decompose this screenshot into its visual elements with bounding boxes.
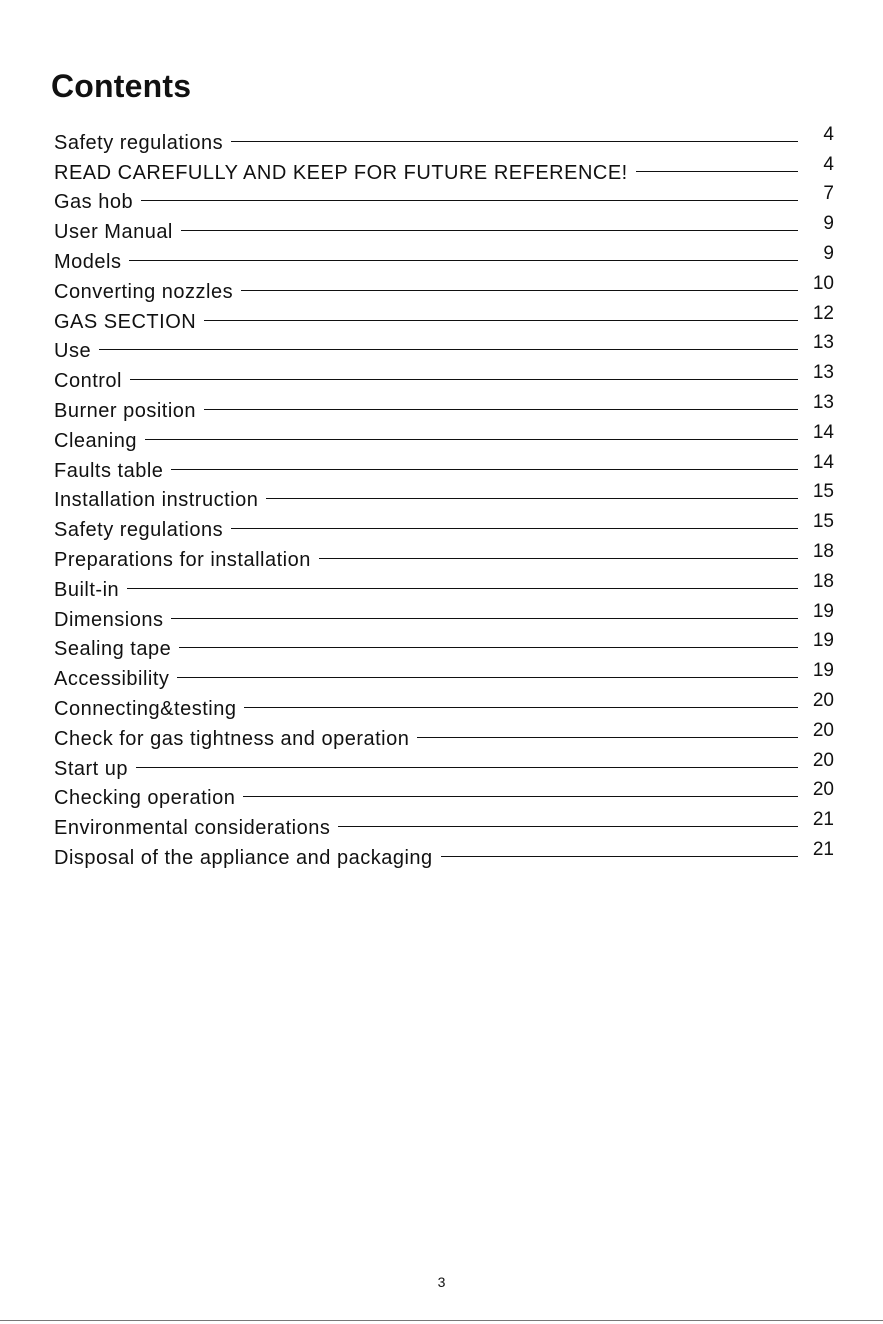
page-title: Contents: [51, 68, 192, 104]
toc-leader-line: [241, 290, 798, 291]
toc-entry: [54, 303, 834, 333]
toc-entry: [54, 154, 834, 184]
toc-entry-label: Connecting&testing: [54, 697, 237, 720]
toc-entry-label: Converting nozzles: [54, 280, 234, 303]
toc-entry-page: 19: [812, 660, 834, 682]
toc-leader-line: [441, 856, 798, 857]
toc-leader-line: [171, 469, 798, 470]
toc-entry-label: Cleaning: [54, 429, 137, 452]
toc-entry: [54, 720, 834, 750]
toc-leader-line: [127, 588, 798, 589]
toc-entry-page: 15: [812, 511, 834, 533]
toc-entry-page: 13: [812, 332, 834, 354]
toc-leader-line: [171, 618, 798, 619]
toc-entry: [54, 333, 834, 363]
toc-entry: [54, 422, 834, 452]
toc-entry-label: Control: [54, 370, 122, 393]
toc-entry-page: 13: [812, 362, 834, 384]
toc-entry-page: 19: [812, 630, 834, 652]
toc-entry-label: Dimensions: [54, 608, 164, 631]
toc-leader-line: [231, 141, 798, 142]
toc-entry: [54, 184, 834, 214]
toc-entry-label: Check for gas tightness and operation: [54, 727, 410, 750]
toc-leader-line: [417, 737, 798, 738]
toc-entry: [54, 631, 834, 661]
toc-entry-label: Built-in: [54, 578, 120, 601]
toc-leader-line: [141, 200, 798, 201]
toc-entry: [54, 482, 834, 512]
toc-leader-line: [244, 707, 798, 708]
toc-leader-line: [145, 439, 798, 440]
toc-entry-label: Accessibility: [54, 668, 170, 691]
toc-entry: [54, 452, 834, 482]
toc-leader-line: [179, 647, 798, 648]
toc-entry-page: 10: [812, 272, 834, 294]
toc-entry-page: 9: [823, 213, 834, 235]
toc-entry: [54, 690, 834, 720]
toc-entry-label: Start up: [54, 757, 129, 780]
toc-entry-page: 13: [812, 391, 834, 413]
toc-entry-page: 7: [823, 183, 834, 205]
toc-entry: [54, 750, 834, 780]
toc-leader-line: [181, 230, 798, 231]
toc-entry-label: GAS SECTION: [54, 310, 197, 333]
toc-entry: [54, 392, 834, 422]
toc-entry: [54, 571, 834, 601]
toc-entry-label: Preparations for installation: [54, 548, 311, 571]
toc-entry: [54, 660, 834, 690]
toc-entry: [54, 541, 834, 571]
toc-entry-label: Sealing tape: [54, 638, 172, 661]
toc-leader-line: [231, 528, 798, 529]
page-number: 3: [437, 1274, 446, 1290]
toc-entry-label: Gas hob: [54, 191, 134, 214]
toc-leader-line: [99, 349, 798, 350]
toc-leader-line: [636, 171, 798, 172]
table-of-contents: [54, 124, 834, 869]
toc-entry-label: Burner position: [54, 399, 197, 422]
toc-entry-page: 4: [823, 153, 834, 175]
toc-entry: [54, 601, 834, 631]
toc-entry-page: 12: [812, 302, 834, 324]
toc-entry-label: User Manual: [54, 221, 173, 244]
toc-entry-label: Disposal of the appliance and packaging: [54, 846, 433, 869]
toc-entry-label: Faults table: [54, 459, 164, 482]
toc-leader-line: [129, 260, 798, 261]
toc-entry-label: Safety regulations: [54, 131, 224, 154]
toc-entry: [54, 511, 834, 541]
toc-entry-page: 20: [812, 719, 834, 741]
toc-entry: [54, 809, 834, 839]
toc-entry-page: 4: [823, 123, 834, 145]
toc-entry: [54, 273, 834, 303]
toc-entry: [54, 780, 834, 810]
toc-entry-page: 21: [812, 809, 834, 831]
toc-entry-page: 19: [812, 600, 834, 622]
toc-leader-line: [177, 677, 798, 678]
toc-entry-page: 20: [812, 779, 834, 801]
toc-entry-label: Use: [54, 340, 92, 363]
toc-entry-label: READ CAREFULLY AND KEEP FOR FUTURE REFERENCE!: [54, 161, 628, 184]
toc-entry: [54, 124, 834, 154]
toc-entry-page: 18: [812, 570, 834, 592]
toc-entry-page: 20: [812, 689, 834, 711]
toc-entry-page: 15: [812, 481, 834, 503]
toc-entry-page: 18: [812, 540, 834, 562]
toc-leader-line: [136, 767, 798, 768]
toc-entry-page: 14: [812, 451, 834, 473]
toc-entry-label: Checking operation: [54, 787, 236, 810]
toc-leader-line: [243, 796, 798, 797]
toc-entry-label: Safety regulations: [54, 519, 224, 542]
toc-entry: [54, 213, 834, 243]
toc-leader-line: [266, 498, 798, 499]
toc-leader-line: [130, 379, 798, 380]
toc-entry-page: 9: [823, 242, 834, 264]
toc-entry: [54, 243, 834, 273]
toc-leader-line: [319, 558, 798, 559]
toc-leader-line: [338, 826, 798, 827]
toc-entry: [54, 362, 834, 392]
toc-entry-page: 20: [812, 749, 834, 771]
toc-leader-line: [204, 409, 798, 410]
toc-entry-page: 14: [812, 421, 834, 443]
toc-entry-label: Models: [54, 250, 122, 273]
toc-entry-page: 21: [812, 838, 834, 860]
toc-entry-label: Environmental considerations: [54, 817, 331, 840]
toc-entry-label: Installation instruction: [54, 489, 259, 512]
bottom-divider: [0, 1320, 883, 1321]
toc-entry: [54, 839, 834, 869]
toc-leader-line: [204, 320, 798, 321]
